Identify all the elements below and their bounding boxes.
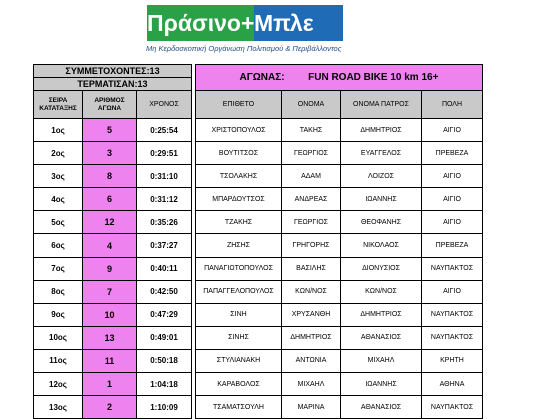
time-cell: 0:29:51 bbox=[137, 142, 192, 165]
surname-cell: ΤΣΟΛΑΚΗΣ bbox=[196, 165, 282, 188]
time-cell: 0:49:01 bbox=[137, 326, 192, 349]
city-cell: ΠΡΕΒΕΖΑ bbox=[422, 234, 483, 257]
table-row bbox=[34, 257, 483, 280]
table-row bbox=[34, 303, 483, 326]
city-cell: ΑΙΓΙΟ bbox=[422, 211, 483, 234]
time-cell: 0:47:29 bbox=[137, 303, 192, 326]
position-cell: 13ος bbox=[34, 396, 83, 419]
city-cell: ΝΑΥΠΑΚΤΟΣ bbox=[422, 303, 483, 326]
bib-cell: 12 bbox=[83, 211, 137, 234]
time-cell: 1:10:09 bbox=[137, 396, 192, 419]
position-cell: 3ος bbox=[34, 165, 83, 188]
name-cell: ΤΑΚΗΣ bbox=[282, 119, 341, 142]
time-cell: 0:42:50 bbox=[137, 280, 192, 303]
father-name-cell: ΛΟΙΖΟΣ bbox=[341, 165, 422, 188]
surname-cell: ΠΑΠΑΓΓΕΛΟΠΟΥΛΟΣ bbox=[196, 280, 282, 303]
father-name-cell: ΔΗΜΗΤΡΙΟΣ bbox=[341, 303, 422, 326]
header-father-name: ΟΝΟΜΑ ΠΑΤΡΟΣ bbox=[341, 91, 422, 119]
city-cell: ΑΙΓΙΟ bbox=[422, 280, 483, 303]
bib-cell: 6 bbox=[83, 188, 137, 211]
surname-cell: ΣΙΝΗ bbox=[196, 303, 282, 326]
position-cell: 8ος bbox=[34, 280, 83, 303]
time-cell: 0:37:27 bbox=[137, 234, 192, 257]
participants-count: ΣΥΜΜΕΤΟΧΟΝΤΕΣ:13 bbox=[34, 65, 192, 78]
name-cell: ΓΕΩΡΓΙΟΣ bbox=[282, 211, 341, 234]
time-cell: 0:31:10 bbox=[137, 165, 192, 188]
father-name-cell: ΝΙΚΟΛΑΟΣ bbox=[341, 234, 422, 257]
father-name-cell: ΔΗΜΗΤΡΙΟΣ bbox=[341, 119, 422, 142]
city-cell: ΠΡΕΒΕΖΑ bbox=[422, 142, 483, 165]
bib-cell: 4 bbox=[83, 234, 137, 257]
header-time: ΧΡΟΝΟΣ bbox=[137, 91, 192, 119]
position-cell: 11ος bbox=[34, 349, 83, 372]
position-cell: 4ος bbox=[34, 188, 83, 211]
time-cell: 1:04:18 bbox=[137, 373, 192, 396]
race-title bbox=[196, 65, 483, 91]
table-row bbox=[34, 280, 483, 303]
bib-cell: 8 bbox=[83, 165, 137, 188]
name-cell: ΓΕΩΡΓΙΟΣ bbox=[282, 142, 341, 165]
father-name-cell: ΑΘΑΝΑΣΙΟΣ bbox=[341, 396, 422, 419]
header-bib: ΑΡΙΘΜΟΣ ΑΓΩΝΑ bbox=[83, 91, 137, 119]
name-cell: ΑΝΔΡΕΑΣ bbox=[282, 188, 341, 211]
position-cell: 12ος bbox=[34, 373, 83, 396]
table-row bbox=[34, 188, 483, 211]
name-cell: ΧΡΥΣΑΝΘΗ bbox=[282, 303, 341, 326]
race-name: FUN ROAD BIKE 10 km 16+ bbox=[308, 72, 439, 83]
surname-cell: ΧΡΙΣΤΟΠΟΥΛΟΣ bbox=[196, 119, 282, 142]
surname-cell: ΣΤΥΛΙΑΝΑΚΗ bbox=[196, 349, 282, 372]
father-name-cell: ΑΘΑΝΑΣΙΟΣ bbox=[341, 326, 422, 349]
surname-cell: ΤΖΑΚΗΣ bbox=[196, 211, 282, 234]
logo-tagline: Μη Κερδοσκοπική Οργάνωση Πολιτισμού & Περιβάλλοντος bbox=[146, 44, 342, 53]
finishers-count: ΤΕΡΜΑΤΙΣΑΝ:13 bbox=[34, 78, 192, 91]
table-row bbox=[34, 165, 483, 188]
results-body bbox=[34, 119, 483, 419]
name-cell: ΜΑΡΙΝΑ bbox=[282, 396, 341, 419]
city-cell: ΑΙΓΙΟ bbox=[422, 119, 483, 142]
city-cell: ΑΘΗΝΑ bbox=[422, 373, 483, 396]
surname-cell: ΚΑΡΑΒΟΛΟΣ bbox=[196, 373, 282, 396]
table-row bbox=[34, 211, 483, 234]
table-row bbox=[34, 396, 483, 419]
time-cell: 0:50:18 bbox=[137, 349, 192, 372]
surname-cell: ΖΗΣΗΣ bbox=[196, 234, 282, 257]
position-cell: 10ος bbox=[34, 326, 83, 349]
father-name-cell: ΙΩΑΝΝΗΣ bbox=[341, 188, 422, 211]
name-cell: ΔΗΜΗΤΡΙΟΣ bbox=[282, 326, 341, 349]
father-name-cell: ΔΙΟΝΥΣΙΟΣ bbox=[341, 257, 422, 280]
surname-cell: ΣΙΝΗΣ bbox=[196, 326, 282, 349]
table-row bbox=[34, 326, 483, 349]
logo-part-green: Πράσινο+ bbox=[147, 5, 254, 41]
father-name-cell: ΜΙΧΑΗΛ bbox=[341, 349, 422, 372]
name-cell: ΚΩΝ/ΝΟΣ bbox=[282, 280, 341, 303]
logo-part-blue: Μπλε bbox=[254, 5, 343, 41]
table-row bbox=[34, 373, 483, 396]
bib-cell: 7 bbox=[83, 280, 137, 303]
position-cell: 1ος bbox=[34, 119, 83, 142]
bib-cell: 11 bbox=[83, 349, 137, 372]
table-row bbox=[34, 234, 483, 257]
bib-cell: 13 bbox=[83, 326, 137, 349]
position-cell: 6ος bbox=[34, 234, 83, 257]
city-cell: ΑΙΓΙΟ bbox=[422, 165, 483, 188]
father-name-cell: ΕΥΑΓΓΕΛΟΣ bbox=[341, 142, 422, 165]
name-cell: ΜΙΧΑΗΛ bbox=[282, 373, 341, 396]
bib-cell: 2 bbox=[83, 396, 137, 419]
bib-cell: 3 bbox=[83, 142, 137, 165]
time-cell: 0:40:11 bbox=[137, 257, 192, 280]
header-name: ΟΝΟΜΑ bbox=[282, 91, 341, 119]
bib-cell: 9 bbox=[83, 257, 137, 280]
position-cell: 5ος bbox=[34, 211, 83, 234]
organization-logo bbox=[147, 5, 343, 41]
father-name-cell: ΚΩΝ/ΝΟΣ bbox=[341, 280, 422, 303]
city-cell: ΝΑΥΠΑΚΤΟΣ bbox=[422, 326, 483, 349]
city-cell: ΝΑΥΠΑΚΤΟΣ bbox=[422, 257, 483, 280]
name-cell: ΑΝΤΩΝΙΑ bbox=[282, 349, 341, 372]
city-cell: ΚΡΗΤΗ bbox=[422, 349, 483, 372]
name-cell: ΓΡΗΓΟΡΗΣ bbox=[282, 234, 341, 257]
surname-cell: ΠΑΝΑΓΙΩΤΟΠΟΥΛΟΣ bbox=[196, 257, 282, 280]
header-surname: ΕΠΙΘΕΤΟ bbox=[196, 91, 282, 119]
race-label: ΑΓΩΝΑΣ: bbox=[239, 72, 285, 83]
name-cell: ΑΔΑΜ bbox=[282, 165, 341, 188]
father-name-cell: ΙΩΑΝΝΗΣ bbox=[341, 373, 422, 396]
bib-cell: 1 bbox=[83, 373, 137, 396]
bib-cell: 10 bbox=[83, 303, 137, 326]
header-position: ΣΕΙΡΑ ΚΑΤΑΤΑΞΗΣ bbox=[34, 91, 83, 119]
bib-cell: 5 bbox=[83, 119, 137, 142]
city-cell: ΝΑΥΠΑΚΤΟΣ bbox=[422, 396, 483, 419]
table-row bbox=[34, 349, 483, 372]
father-name-cell: ΘΕΟΦΑΝΗΣ bbox=[341, 211, 422, 234]
time-cell: 0:25:54 bbox=[137, 119, 192, 142]
city-cell: ΑΙΓΙΟ bbox=[422, 188, 483, 211]
position-cell: 2ος bbox=[34, 142, 83, 165]
name-cell: ΒΑΣΙΛΗΣ bbox=[282, 257, 341, 280]
surname-cell: ΤΣΑΜΑΤΣΟΥΛΗ bbox=[196, 396, 282, 419]
time-cell: 0:31:12 bbox=[137, 188, 192, 211]
position-cell: 7ος bbox=[34, 257, 83, 280]
header-city: ΠΟΛΗ bbox=[422, 91, 483, 119]
table-row bbox=[34, 142, 483, 165]
time-cell: 0:35:26 bbox=[137, 211, 192, 234]
results-table bbox=[33, 64, 483, 419]
surname-cell: ΜΠΑΡΔΟΥΤΣΟΣ bbox=[196, 188, 282, 211]
surname-cell: ΒΟΥΤΙΤΣΟΣ bbox=[196, 142, 282, 165]
position-cell: 9ος bbox=[34, 303, 83, 326]
table-row bbox=[34, 119, 483, 142]
